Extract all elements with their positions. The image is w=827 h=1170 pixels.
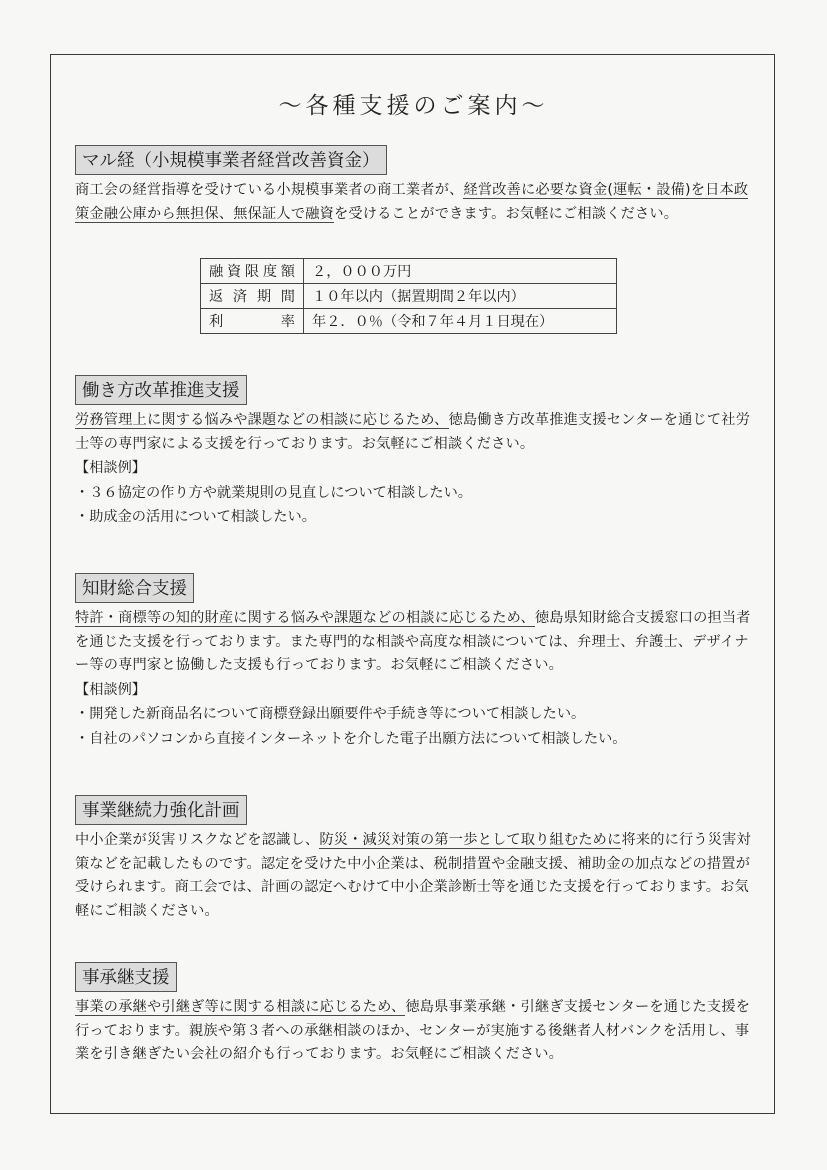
- loan-terms-table: [200, 258, 617, 334]
- underlined-text: 経営改善に必要な資金(運転・設備)を日本政策金融公庫から無担保、無保証人で融資: [75, 182, 749, 222]
- section-marukei: [75, 145, 755, 226]
- table-row: [201, 284, 617, 309]
- section-business-continuity: [75, 795, 755, 923]
- consultation-examples-label: 【相談例】: [75, 460, 146, 476]
- list-item: ・ 自社のパソコンから直接インターネットを介した電子出願方法について相談したい。: [75, 727, 755, 752]
- list-item: ・ 開発した新商品名について商標登録出願要件や手続き等について相談したい。: [75, 702, 755, 727]
- section-business-succession: [75, 962, 755, 1067]
- consultation-examples-list: [75, 702, 755, 751]
- consultation-examples-label: 【相談例】: [75, 681, 146, 698]
- section-heading: マル経（小規模事業者経営改善資金）: [75, 145, 387, 175]
- section-heading: 事承継支援: [75, 962, 177, 992]
- section-work-style-reform: [75, 375, 755, 530]
- consultation-examples-list: [75, 481, 755, 530]
- list-item: ・ ３６協定の作り方や就業規則の見直しについて相談したい。: [75, 481, 755, 506]
- table-row: [201, 309, 617, 334]
- section-body: 労務管理上に関する悩みや課題などの相談に応じるため、徳島働き方改革推進支援センターを通じて社労士等の専門家による支援を行っております。お気軽にご相談ください。: [75, 412, 751, 452]
- section-body: 特許・商標等の知的財産に関する悩みや課題などの相談に応じるため、徳島県知財総合支援窓口の担当者を通じた支援を行っております。また専門的な相談や高度な相談については、弁理士、弁護士、デザイナー等の専門家と協働した支援も行っております。お気軽にご相談ください。: [75, 610, 751, 673]
- section-heading: 働き方改革推進支援: [75, 375, 247, 405]
- section-body: 商工会の経営指導を受けている小規模事業者の商工業者が、経営改善に必要な資金(運転・設備)を日本政策金融公庫から無担保、無保証人で融資を受けることができます。お気軽にご相談ください。: [75, 182, 749, 222]
- table-key: 融資限度額: [201, 259, 304, 284]
- underlined-text: 防災・減災対策の第一歩として取り組むために: [319, 832, 622, 848]
- section-body: 中小企業が災害リスクなどを認識し、防災・減災対策の第一歩として取り組むために将来的に行う災害対策などを記載したものです。認定を受けた中小企業は、税制措置や金融支援、補助金の加点などの措置が受けられます。商工会では、計画の認定へむけて中小企業診断士等を通じた支援を行っております。お気軽にご相談ください。: [75, 832, 751, 919]
- table-value: １０年以内（据置期間２年以内）: [304, 284, 617, 309]
- table-value: ２，０００万円: [304, 259, 617, 284]
- underlined-text: 事業の承継や引継ぎ等に関する相談に応じるため、: [75, 999, 406, 1015]
- section-body: 事業の承継や引継ぎ等に関する相談に応じるため、徳島県事業承継・引継ぎ支援センターを通じた支援を行っております。親族や第３者への承継相談のほか、センターが実施する後継者人材バンクを活用し、事業を引き継ぎたい会社の紹介も行っております。お気軽にご相談ください。: [75, 999, 751, 1062]
- section-ip-support: [75, 573, 755, 751]
- page-title: ～各種支援のご案内～: [278, 93, 549, 119]
- table-key: 返済期間: [201, 284, 304, 309]
- section-heading: 知財総合支援: [75, 573, 194, 603]
- table-key: 利率: [201, 309, 304, 334]
- list-item: ・ 助成金の活用について相談したい。: [75, 505, 755, 530]
- underlined-text: 労務管理上に関する悩みや課題などの相談に応じるため、: [75, 412, 449, 428]
- table-row: [201, 259, 617, 284]
- section-heading: 事業継続力強化計画: [75, 795, 247, 825]
- table-value: 年２．０％（令和７年４月１日現在）: [304, 309, 617, 334]
- underlined-text: 特許・商標等の知的財産に関する悩みや課題などの相談に応じるため、: [75, 610, 535, 626]
